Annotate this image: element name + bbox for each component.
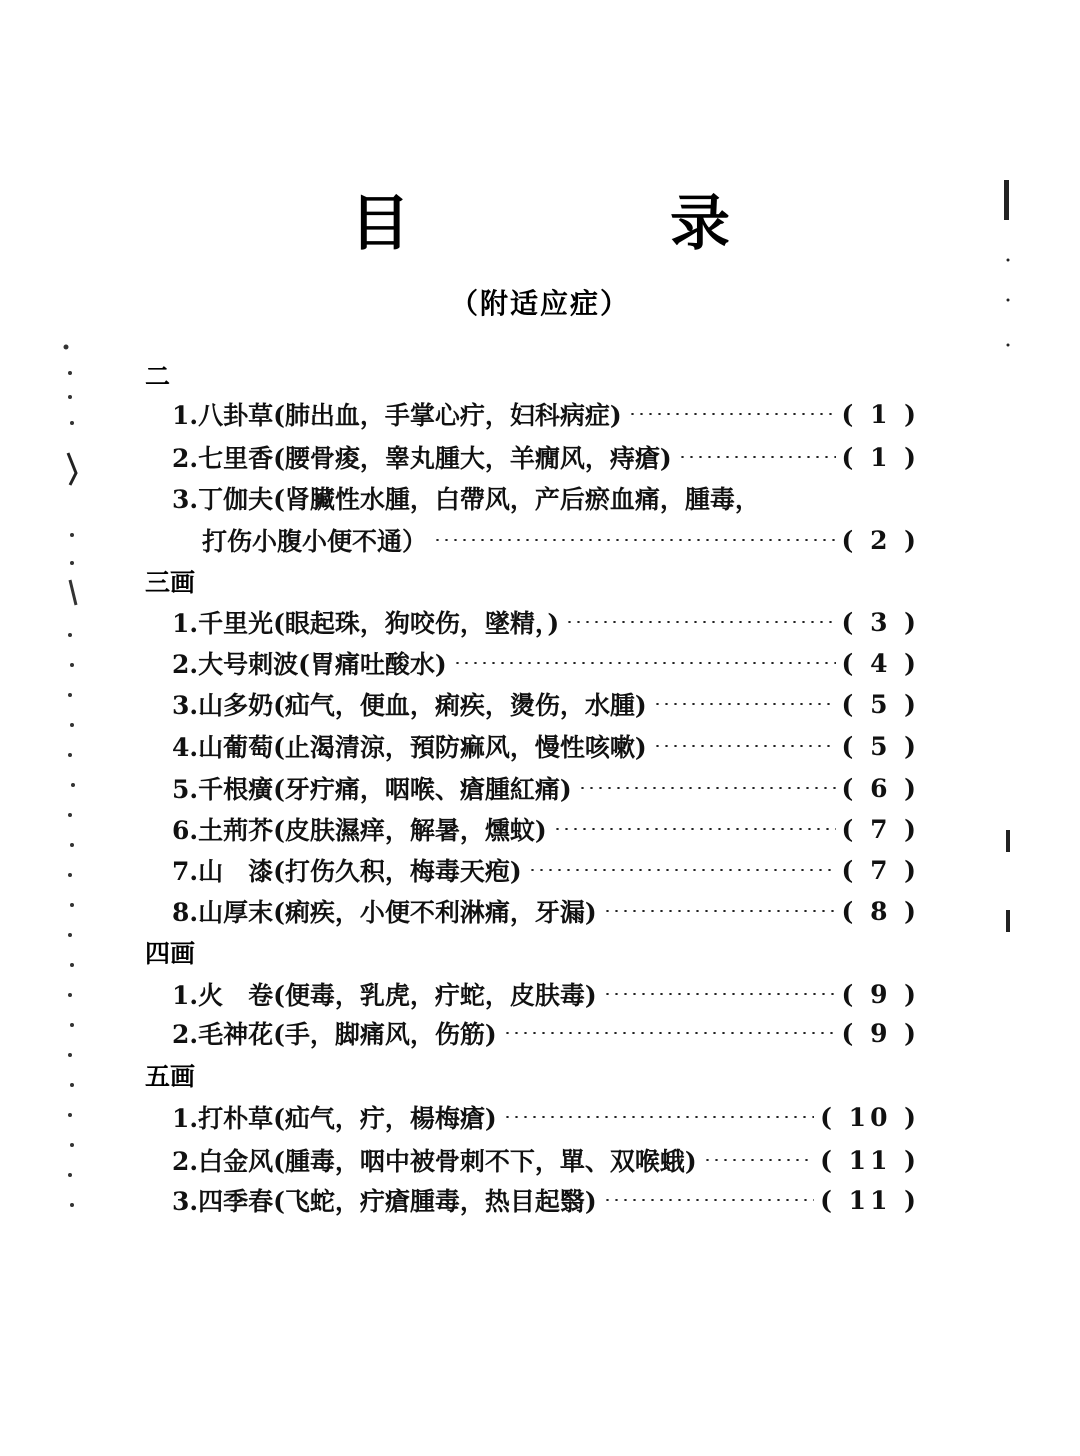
toc-entry-page: ( 5 ) xyxy=(841,689,920,719)
toc-entry-text: 1.火 卷(便毒，乳虎，疔蛇，皮肤毒) xyxy=(172,981,597,1010)
toc-entry[interactable] xyxy=(172,1097,920,1137)
toc-entry-page: ( 9 ) xyxy=(841,1018,920,1048)
toc-entry-page: ( 10 ) xyxy=(820,1102,920,1132)
toc-entry[interactable] xyxy=(172,437,920,477)
toc-entry[interactable] xyxy=(172,478,920,518)
toc-entry[interactable] xyxy=(172,974,920,1014)
leader-dots xyxy=(653,703,836,705)
toc-entry-page: ( 8 ) xyxy=(841,896,920,926)
right-margin-scan-marks xyxy=(994,170,1024,1170)
toc-entry-page: ( 1 ) xyxy=(841,399,920,429)
toc-entry-text: 3.丁伽夫(肾臟性水腫，白帶风，产后瘀血痛，腫毒， xyxy=(172,485,760,514)
toc-entry-text: 7.山 漆(打伤久积，梅毒天疱) xyxy=(172,857,522,886)
toc-entry-text: 1.八卦草(肺出血，手掌心疔，妇科病症) xyxy=(172,401,622,430)
toc-entry-text: 打伤小腹小便不通） xyxy=(202,527,428,556)
toc-entry[interactable] xyxy=(172,684,920,724)
toc-entry-text: 2.大号刺波(胃痛吐酸水) xyxy=(172,650,447,679)
leader-dots xyxy=(503,1032,836,1034)
toc-entry[interactable] xyxy=(172,768,920,808)
leader-dots xyxy=(628,413,836,415)
section-heading: 五画 xyxy=(145,1062,196,1091)
toc-entry[interactable] xyxy=(172,809,920,849)
toc-entry-page: ( 3 ) xyxy=(841,607,920,637)
toc-entry-text: 1.千里光(眼起珠，狗咬伤，墜精，) xyxy=(172,609,560,638)
toc-entry[interactable] xyxy=(172,602,920,642)
toc-entry-continuation[interactable] xyxy=(202,520,920,560)
toc-entry-text: 2.白金风(腫毒，咽中被骨刺不下，單、双喉蛾) xyxy=(172,1147,697,1176)
toc-entry-page: ( 9 ) xyxy=(841,979,920,1009)
toc-entry[interactable] xyxy=(172,1140,920,1180)
left-margin-scan-marks xyxy=(40,335,100,1235)
toc-entry-text: 3.山多奶(疝气，便血，痢疾，燙伤，水腫) xyxy=(172,691,647,720)
toc-entry-text: 2.七里香(腰骨痠，睾丸腫大，羊癇风，痔瘡) xyxy=(172,444,672,473)
leader-dots xyxy=(528,869,836,871)
toc-entry-page: ( 6 ) xyxy=(841,773,920,803)
toc-entry-page: ( 4 ) xyxy=(841,648,920,678)
toc-entry-page: ( 7 ) xyxy=(841,855,920,885)
leader-dots xyxy=(433,539,836,541)
toc-entry-page: ( 11 ) xyxy=(820,1145,920,1175)
toc-entry[interactable] xyxy=(172,643,920,683)
leader-dots xyxy=(603,1199,814,1201)
leader-dots xyxy=(678,456,836,458)
toc-entry-text: 4.山葡萄(止渴清涼，預防痲风，慢性咳嗽) xyxy=(172,733,647,762)
toc-entry[interactable] xyxy=(172,726,920,766)
toc-entry[interactable] xyxy=(172,1013,920,1053)
leader-dots xyxy=(653,745,836,747)
leader-dots xyxy=(453,662,836,664)
leader-dots xyxy=(578,787,836,789)
section-heading: 二 xyxy=(145,362,171,391)
toc-entry-page: ( 5 ) xyxy=(841,731,920,761)
section-heading: 三画 xyxy=(145,568,196,597)
toc-entry[interactable] xyxy=(172,1180,920,1220)
page-subtitle: （附适应症） xyxy=(449,287,630,320)
toc-entry-text: 1.打朴草(疝气，疔，楊梅瘡) xyxy=(172,1104,497,1133)
toc-entry[interactable] xyxy=(172,394,920,434)
toc-entry-text: 6.土荊芥(皮肤濕痒，解暑，燻蚊) xyxy=(172,816,547,845)
leader-dots xyxy=(565,621,835,623)
toc-entry-page: ( 2 ) xyxy=(841,525,920,555)
toc-entry[interactable] xyxy=(172,891,920,931)
leader-dots xyxy=(703,1159,814,1161)
toc-entry-text: 8.山厚末(痢疾，小便不利淋痛，牙漏) xyxy=(172,898,597,927)
leader-dots xyxy=(603,910,836,912)
leader-dots xyxy=(553,828,836,830)
toc-entry[interactable] xyxy=(172,850,920,890)
toc-entry-text: 2.毛神花(手，脚痛风，伤筋) xyxy=(172,1020,497,1049)
page-title: 目 录 xyxy=(350,189,830,259)
toc-entry-page: ( 7 ) xyxy=(841,814,920,844)
toc-entry-text: 5.千根癀(牙疔痛，咽喉、瘡腫紅痛) xyxy=(172,775,572,804)
section-heading: 四画 xyxy=(145,939,196,968)
toc-entry-text: 3.四季春(飞蛇，疔瘡腫毒，热目起翳) xyxy=(172,1187,597,1216)
toc-entry-page: ( 11 ) xyxy=(820,1185,920,1215)
leader-dots xyxy=(603,993,836,995)
leader-dots xyxy=(503,1116,814,1118)
toc-entry-page: ( 1 ) xyxy=(841,442,920,472)
